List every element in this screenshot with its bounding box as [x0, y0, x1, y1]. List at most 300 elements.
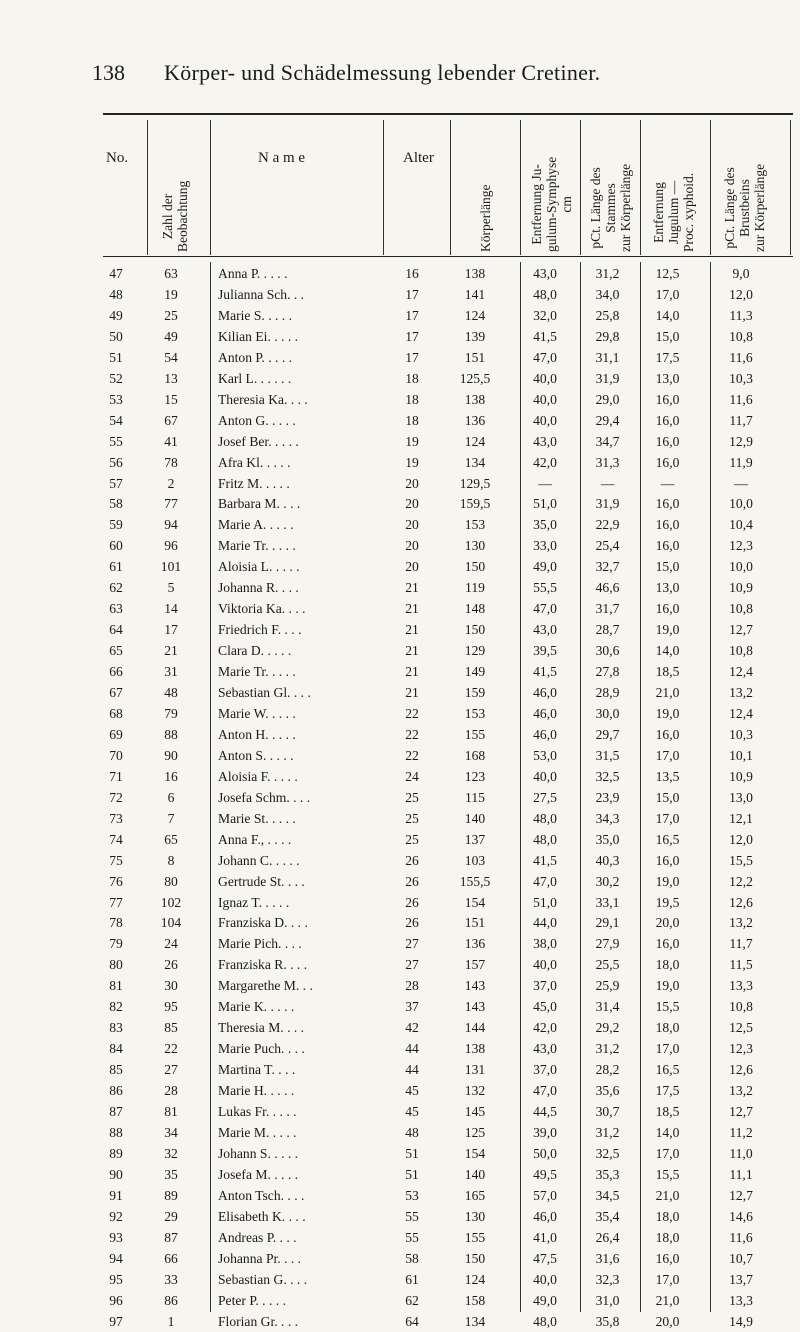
cell-stamm-pct: 35,0	[595, 831, 620, 847]
cell-no: 74	[109, 831, 123, 847]
cell-jugulum-proc: 19,5	[655, 894, 680, 910]
cell-no: 90	[109, 1166, 123, 1182]
header-koerperlaenge: Körperlänge	[478, 184, 493, 252]
cell-brustbein-pct: 9,0	[732, 266, 750, 281]
cell-alter: 64	[405, 1313, 419, 1329]
cell-jugulum-symphyse: 45,0	[533, 999, 557, 1015]
cell-stamm-pct: 30,0	[595, 705, 620, 721]
cell-jugulum-proc: 16,0	[655, 726, 680, 742]
cell-name: Aloisia F. . . . .	[218, 768, 298, 784]
cell-stamm-pct: 29,2	[595, 1020, 620, 1036]
cell-no: 87	[109, 1104, 123, 1119]
cell-jugulum-symphyse: 41,5	[533, 852, 557, 868]
cell-beobachtung: 21	[164, 643, 178, 659]
cell-jugulum-proc: 17,0	[655, 1271, 680, 1287]
cell-stamm-pct: 25,8	[595, 307, 620, 323]
cell-beobachtung: 5	[167, 580, 175, 596]
cell-name: Johanna R. . . .	[218, 580, 299, 596]
cell-beobachtung: 15	[164, 391, 178, 407]
cell-stamm-pct: 31,4	[595, 999, 620, 1015]
cell-name: Johann C. . . . .	[218, 852, 300, 868]
cell-jugulum-proc: 21,0	[655, 1187, 680, 1203]
cell-koerperlaenge: 153	[464, 517, 486, 533]
cell-koerperlaenge: 137	[464, 831, 486, 847]
cell-no: 71	[109, 768, 123, 784]
cell-no: 93	[109, 1229, 123, 1245]
cell-brustbein-pct: 12,4	[729, 664, 753, 680]
cell-name: Kilian Ei. . . . .	[218, 328, 299, 344]
cell-name: Florian Gr. . . .	[218, 1313, 299, 1329]
cell-name: Marie Pich. . . .	[218, 936, 302, 952]
cell-jugulum-symphyse: 48,0	[533, 1313, 557, 1329]
cell-stamm-pct: 29,4	[595, 412, 620, 428]
cell-alter: 26	[405, 894, 419, 910]
table-row	[0, 1188, 800, 1206]
cell-koerperlaenge: 125	[464, 1124, 486, 1140]
table-row	[0, 1167, 800, 1185]
cell-no: 52	[109, 370, 123, 386]
table-row	[0, 476, 800, 494]
cell-stamm-pct: 32,7	[595, 559, 620, 575]
cell-jugulum-proc: 18,0	[655, 1020, 680, 1036]
cell-name: Elisabeth K. . . .	[218, 1208, 306, 1224]
cell-jugulum-proc: 17,0	[655, 1145, 680, 1161]
cell-jugulum-proc: 14,0	[655, 643, 680, 659]
cell-jugulum-symphyse: 47,5	[533, 1250, 557, 1266]
cell-brustbein-pct: 11,0	[729, 1145, 753, 1161]
cell-alter: 21	[405, 685, 419, 700]
cell-name: Marie St. . . . .	[218, 810, 296, 826]
cell-no: 65	[109, 643, 123, 659]
cell-alter: 27	[405, 957, 419, 973]
cell-beobachtung: 85	[164, 1020, 178, 1036]
cell-koerperlaenge: 140	[464, 1166, 486, 1182]
cell-name: Gertrude St. . . .	[218, 873, 305, 889]
cell-alter: 28	[405, 978, 419, 994]
table-row	[0, 1020, 800, 1038]
cell-beobachtung: 33	[164, 1271, 178, 1287]
cell-name: Martina T. . . .	[218, 1062, 296, 1078]
cell-stamm-pct: 29,7	[595, 726, 620, 742]
cell-alter: 58	[405, 1250, 419, 1266]
cell-brustbein-pct: 10,0	[729, 496, 753, 512]
cell-stamm-pct: 28,9	[595, 685, 620, 700]
cell-jugulum-proc: 19,0	[655, 978, 680, 994]
cell-no: 58	[109, 496, 123, 512]
cell-brustbein-pct: 11,1	[729, 1166, 753, 1182]
cell-stamm-pct: 29,0	[595, 391, 620, 407]
cell-name: Karl L. . . . . .	[218, 370, 292, 386]
cell-no: 61	[109, 559, 123, 575]
table-row	[0, 622, 800, 640]
cell-beobachtung: 41	[164, 433, 178, 449]
cell-stamm-pct: —	[600, 475, 615, 491]
cell-name: Marie K. . . . .	[218, 999, 295, 1015]
cell-alter: 17	[405, 286, 419, 302]
header-divider	[383, 120, 384, 255]
cell-jugulum-proc: —	[660, 475, 675, 491]
cell-beobachtung: 17	[164, 622, 178, 638]
cell-jugulum-proc: 17,0	[655, 1041, 680, 1057]
cell-jugulum-symphyse: 49,5	[533, 1166, 557, 1182]
cell-stamm-pct: 33,1	[595, 894, 620, 910]
cell-brustbein-pct: 10,8	[729, 328, 753, 344]
cell-beobachtung: 65	[164, 831, 178, 847]
cell-stamm-pct: 30,6	[595, 643, 620, 659]
cell-jugulum-symphyse: 41,5	[533, 664, 557, 680]
cell-brustbein-pct: 12,5	[729, 1020, 753, 1036]
header-jugulum-proc: Entfernung Jugulum — Proc. xyphoid.	[651, 172, 696, 252]
cell-no: 92	[109, 1208, 123, 1224]
header-divider	[640, 120, 641, 255]
cell-stamm-pct: 34,5	[595, 1187, 620, 1203]
cell-jugulum-proc: 16,0	[655, 852, 680, 868]
cell-koerperlaenge: 150	[464, 559, 486, 575]
cell-name: Ignaz T. . . . .	[218, 894, 290, 910]
table-row	[0, 517, 800, 535]
cell-no: 57	[109, 475, 123, 491]
table-row	[0, 1272, 800, 1290]
table-row	[0, 1041, 800, 1059]
cell-beobachtung: 32	[164, 1145, 178, 1161]
cell-brustbein-pct: 12,6	[729, 1062, 753, 1078]
cell-brustbein-pct: 12,0	[729, 286, 753, 302]
cell-alter: 18	[405, 412, 419, 428]
cell-no: 96	[109, 1292, 123, 1308]
cell-name: Franziska D. . . .	[218, 915, 308, 931]
cell-alter: 48	[405, 1124, 419, 1140]
cell-no: 76	[109, 873, 123, 889]
cell-beobachtung: 7	[167, 810, 175, 826]
cell-koerperlaenge: 155	[464, 726, 486, 742]
cell-alter: 21	[405, 601, 419, 617]
cell-alter: 42	[405, 1020, 419, 1036]
cell-jugulum-proc: 16,0	[655, 391, 680, 407]
header-divider	[147, 120, 148, 255]
cell-koerperlaenge: 165	[464, 1187, 486, 1203]
cell-stamm-pct: 31,2	[595, 1041, 620, 1057]
cell-jugulum-symphyse: 55,5	[533, 580, 557, 596]
cell-brustbein-pct: 10,9	[729, 580, 753, 596]
cell-alter: 20	[405, 559, 419, 575]
table-row	[0, 1146, 800, 1164]
table-row	[0, 1251, 800, 1269]
cell-brustbein-pct: 13,0	[729, 789, 753, 805]
cell-beobachtung: 54	[164, 349, 178, 365]
cell-beobachtung: 16	[164, 768, 178, 784]
cell-jugulum-symphyse: 48,0	[533, 810, 557, 826]
cell-koerperlaenge: 129,5	[459, 475, 491, 491]
cell-koerperlaenge: 130	[464, 1208, 486, 1224]
cell-name: Anna P. . . . .	[218, 266, 288, 281]
cell-jugulum-proc: 14,0	[655, 1124, 680, 1140]
cell-jugulum-proc: 18,0	[655, 1229, 680, 1245]
cell-stamm-pct: 31,5	[595, 747, 620, 763]
cell-jugulum-proc: 21,0	[655, 1292, 680, 1308]
cell-alter: 53	[405, 1187, 419, 1203]
cell-jugulum-proc: 16,0	[655, 1250, 680, 1266]
cell-brustbein-pct: 13,2	[729, 1083, 753, 1099]
cell-alter: 17	[405, 307, 419, 323]
table-row	[0, 580, 800, 598]
cell-stamm-pct: 35,3	[595, 1166, 620, 1182]
cell-brustbein-pct: 11,3	[729, 307, 753, 323]
table-row	[0, 1209, 800, 1227]
cell-name: Julianna Sch. . .	[218, 286, 305, 302]
cell-name: Marie W. . . . .	[218, 705, 296, 721]
cell-brustbein-pct: 12,2	[729, 873, 753, 889]
cell-koerperlaenge: 150	[464, 622, 486, 638]
table-row	[0, 915, 800, 933]
cell-jugulum-symphyse: 40,0	[533, 370, 557, 386]
table-row	[0, 895, 800, 913]
cell-jugulum-symphyse: 51,0	[533, 894, 557, 910]
cell-brustbein-pct: 11,5	[729, 957, 753, 973]
table-row	[0, 559, 800, 577]
cell-koerperlaenge: 115	[465, 789, 485, 805]
cell-stamm-pct: 32,3	[595, 1271, 620, 1287]
cell-alter: 26	[405, 873, 419, 889]
cell-jugulum-proc: 19,0	[655, 705, 680, 721]
cell-jugulum-symphyse: 49,0	[533, 559, 557, 575]
header-stamm-pct: pCt. Länge des Stammes zur Körperlänge	[588, 163, 633, 252]
cell-koerperlaenge: 159,5	[459, 496, 491, 512]
header-beobachtung: Zahl der Beobachtung	[160, 180, 190, 252]
table-row	[0, 1230, 800, 1248]
cell-beobachtung: 80	[164, 873, 178, 889]
header-no: No.	[106, 150, 129, 166]
cell-alter: 26	[405, 915, 419, 931]
cell-brustbein-pct: 11,6	[729, 349, 753, 365]
cell-jugulum-symphyse: 44,0	[533, 915, 557, 931]
cell-jugulum-proc: 20,0	[655, 1313, 680, 1329]
cell-beobachtung: 14	[164, 601, 178, 617]
cell-stamm-pct: 29,1	[595, 915, 620, 931]
cell-beobachtung: 78	[164, 454, 178, 470]
cell-stamm-pct: 31,1	[595, 349, 620, 365]
cell-name: Marie Puch. . . .	[218, 1041, 305, 1057]
cell-stamm-pct: 31,2	[595, 1124, 620, 1140]
cell-jugulum-proc: 20,0	[655, 915, 680, 931]
cell-name: Marie S. . . . .	[218, 307, 293, 323]
table-row	[0, 538, 800, 556]
cell-jugulum-proc: 16,5	[655, 831, 680, 847]
cell-brustbein-pct: 10,9	[729, 768, 753, 784]
cell-brustbein-pct: 12,7	[729, 1104, 753, 1119]
cell-jugulum-proc: 17,0	[655, 747, 680, 763]
cell-name: Josefa M. . . . .	[218, 1166, 299, 1182]
table-row	[0, 685, 800, 703]
cell-alter: 45	[405, 1083, 419, 1099]
cell-jugulum-symphyse: 49,0	[533, 1292, 557, 1308]
cell-alter: 51	[405, 1166, 419, 1182]
table-row	[0, 1104, 800, 1122]
cell-koerperlaenge: 138	[464, 1041, 486, 1057]
cell-stamm-pct: 31,2	[595, 266, 620, 281]
cell-no: 53	[109, 391, 123, 407]
cell-name: Marie M. . . . .	[218, 1124, 297, 1140]
cell-stamm-pct: 40,3	[595, 852, 620, 868]
cell-jugulum-proc: 15,0	[655, 559, 680, 575]
cell-no: 88	[109, 1124, 123, 1140]
table-row	[0, 601, 800, 619]
cell-alter: 25	[405, 831, 419, 847]
cell-jugulum-proc: 16,0	[655, 433, 680, 449]
cell-stamm-pct: 29,8	[595, 328, 620, 344]
table-row	[0, 287, 800, 305]
cell-jugulum-symphyse: 47,0	[533, 349, 557, 365]
header-divider	[710, 120, 711, 255]
cell-jugulum-symphyse: 47,0	[533, 1083, 557, 1099]
cell-no: 78	[109, 915, 123, 931]
cell-jugulum-proc: 18,5	[655, 664, 680, 680]
cell-brustbein-pct: 12,7	[729, 1187, 753, 1203]
cell-beobachtung: 35	[164, 1166, 178, 1182]
cell-beobachtung: 1	[167, 1313, 175, 1329]
cell-jugulum-symphyse: 39,0	[533, 1124, 557, 1140]
cell-beobachtung: 26	[164, 957, 178, 973]
table-row	[0, 727, 800, 745]
cell-stamm-pct: 35,4	[595, 1208, 620, 1224]
cell-jugulum-symphyse: 27,5	[533, 789, 557, 805]
table-row	[0, 790, 800, 808]
cell-name: Johann S. . . . .	[218, 1145, 299, 1161]
cell-jugulum-proc: 15,5	[655, 999, 680, 1015]
cell-no: 80	[109, 957, 123, 973]
cell-name: Friedrich F. . . .	[218, 622, 302, 638]
cell-jugulum-symphyse: 46,0	[533, 726, 557, 742]
cell-no: 62	[109, 580, 123, 596]
cell-stamm-pct: 27,9	[595, 936, 620, 952]
cell-beobachtung: 25	[164, 307, 178, 323]
cell-no: 70	[109, 747, 123, 763]
cell-beobachtung: 19	[164, 286, 178, 302]
cell-koerperlaenge: 151	[464, 915, 486, 931]
cell-no: 77	[109, 894, 123, 910]
cell-name: Anton Tsch. . . .	[218, 1187, 305, 1203]
cell-beobachtung: 30	[164, 978, 178, 994]
cell-jugulum-symphyse: 43,0	[533, 622, 557, 638]
cell-stamm-pct: 35,6	[595, 1083, 620, 1099]
cell-jugulum-symphyse: 47,0	[533, 601, 557, 617]
table-row	[0, 455, 800, 473]
cell-stamm-pct: 25,4	[595, 538, 620, 554]
cell-alter: 20	[405, 517, 419, 533]
cell-no: 47	[109, 266, 123, 281]
cell-alter: 17	[405, 328, 419, 344]
cell-jugulum-proc: 16,0	[655, 601, 680, 617]
cell-no: 72	[109, 789, 123, 805]
cell-name: Afra Kl. . . . .	[218, 454, 291, 470]
cell-jugulum-proc: 16,5	[655, 1062, 680, 1078]
cell-koerperlaenge: 123	[464, 768, 486, 784]
cell-koerperlaenge: 159	[464, 685, 486, 700]
cell-jugulum-proc: 16,0	[655, 538, 680, 554]
cell-alter: 17	[405, 349, 419, 365]
cell-jugulum-proc: 15,0	[655, 789, 680, 805]
cell-stamm-pct: 31,6	[595, 1250, 620, 1266]
table-row	[0, 999, 800, 1017]
cell-jugulum-symphyse: 43,0	[533, 433, 557, 449]
cell-koerperlaenge: 124	[464, 433, 486, 449]
table-row	[0, 1293, 800, 1311]
cell-stamm-pct: 28,2	[595, 1062, 620, 1078]
cell-no: 89	[109, 1145, 123, 1161]
cell-stamm-pct: 28,7	[595, 622, 620, 638]
cell-jugulum-proc: 16,0	[655, 517, 680, 533]
cell-jugulum-proc: 15,0	[655, 328, 680, 344]
cell-brustbein-pct: 12,7	[729, 622, 753, 638]
cell-brustbein-pct: 11,7	[729, 936, 753, 952]
cell-beobachtung: 102	[160, 894, 182, 910]
cell-beobachtung: 31	[164, 664, 178, 680]
cell-stamm-pct: 31,9	[595, 496, 620, 512]
table-row	[0, 706, 800, 724]
cell-no: 94	[109, 1250, 123, 1266]
cell-jugulum-symphyse: 41,5	[533, 328, 557, 344]
cell-jugulum-symphyse: 44,5	[533, 1104, 557, 1119]
cell-no: 85	[109, 1062, 123, 1078]
cell-brustbein-pct: 15,5	[729, 852, 753, 868]
cell-no: 50	[109, 328, 123, 344]
cell-koerperlaenge: 132	[464, 1083, 486, 1099]
cell-name: Theresia Ka. . . .	[218, 391, 308, 407]
header-divider	[580, 120, 581, 255]
cell-brustbein-pct: 13,3	[729, 978, 753, 994]
cell-beobachtung: 13	[164, 370, 178, 386]
cell-no: 56	[109, 454, 123, 470]
cell-jugulum-symphyse: 46,0	[533, 1208, 557, 1224]
table-row	[0, 1314, 800, 1332]
cell-koerperlaenge: 150	[464, 1250, 486, 1266]
cell-brustbein-pct: 14,9	[729, 1313, 753, 1329]
cell-stamm-pct: 34,0	[595, 286, 620, 302]
table-row	[0, 874, 800, 892]
cell-jugulum-symphyse: 38,0	[533, 936, 557, 952]
cell-jugulum-symphyse: 42,0	[533, 1020, 557, 1036]
cell-name: Clara D. . . . .	[218, 643, 292, 659]
cell-koerperlaenge: 143	[464, 999, 486, 1015]
cell-brustbein-pct: 11,9	[729, 454, 753, 470]
table-row	[0, 329, 800, 347]
cell-koerperlaenge: 149	[464, 664, 486, 680]
cell-no: 84	[109, 1041, 123, 1057]
cell-beobachtung: 49	[164, 328, 178, 344]
cell-no: 86	[109, 1083, 123, 1099]
cell-no: 83	[109, 1020, 123, 1036]
cell-jugulum-proc: 18,0	[655, 1208, 680, 1224]
table-row	[0, 392, 800, 410]
table-row	[0, 434, 800, 452]
cell-beobachtung: 6	[167, 789, 175, 805]
cell-brustbein-pct: 13,3	[729, 1292, 753, 1308]
cell-beobachtung: 66	[164, 1250, 178, 1266]
cell-stamm-pct: 32,5	[595, 1145, 620, 1161]
cell-jugulum-symphyse: 50,0	[533, 1145, 557, 1161]
cell-alter: 25	[405, 789, 419, 805]
cell-name: Sebastian Gl. . . .	[218, 685, 311, 700]
cell-name: Marie H. . . . .	[218, 1083, 295, 1099]
cell-koerperlaenge: 153	[464, 705, 486, 721]
table-row	[0, 643, 800, 661]
cell-brustbein-pct: 11,7	[729, 412, 753, 428]
table-row	[0, 811, 800, 829]
cell-name: Marie Tr. . . . .	[218, 538, 296, 554]
cell-no: 54	[109, 412, 123, 428]
cell-brustbein-pct: 12,3	[729, 538, 753, 554]
cell-koerperlaenge: 134	[464, 1313, 486, 1329]
cell-koerperlaenge: 154	[464, 894, 486, 910]
